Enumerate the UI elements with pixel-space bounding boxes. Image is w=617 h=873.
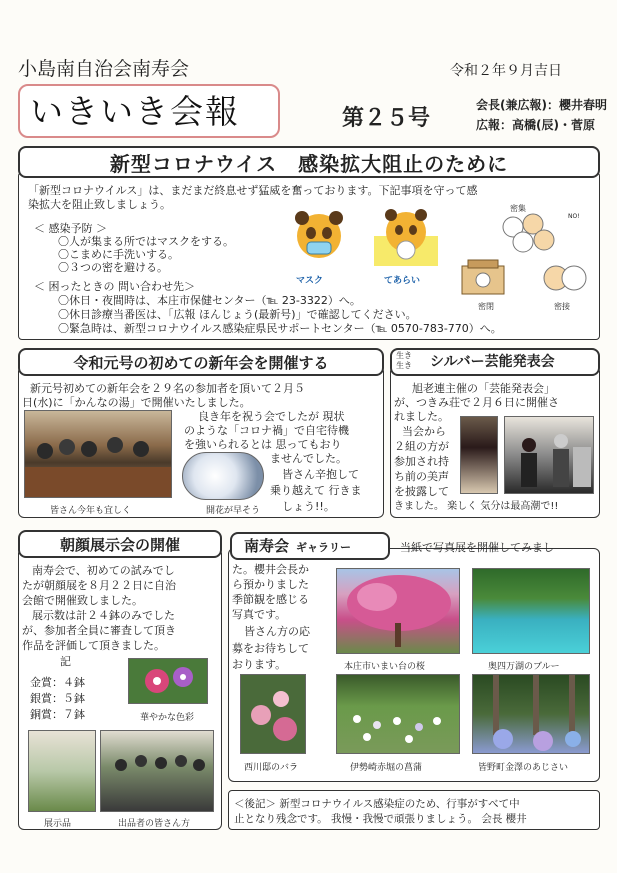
award-bronze: 銅賞：７鉢: [30, 708, 85, 721]
postscript-line-2: 止となり残念です。 我慢・我慢で頑張りましょう。 会長 櫻井: [234, 813, 527, 825]
newyear-title: 令和元号の初めての新年会を開催する: [18, 348, 384, 376]
contact-item: 〇緊急時は、新型コロナウイルス感染症県民サポートセンター（℡ 0570-783-770）へ。: [58, 322, 502, 335]
asagao-line: 作品を評価して頂きました。: [22, 639, 165, 652]
no-sign-label: NO!: [568, 213, 580, 220]
exhibitors-photo: [100, 730, 214, 812]
shima-lake-photo: [472, 568, 590, 654]
newyear-line: 日(水)に「かんなの湯」で開催いたしました。: [22, 396, 251, 409]
newyear-line: しょう!!。: [282, 500, 335, 513]
silver-line: きました。 楽しく 気分は最高潮で!!: [394, 501, 559, 512]
gallery-line: 写真です。: [232, 608, 287, 621]
asagao-title: 朝顔展示会の開催: [18, 530, 222, 558]
asagao-line: が、参加者全員に審査して頂き: [22, 624, 176, 637]
newyear-line: 良き年を祝う会でしたが 現状: [198, 410, 345, 423]
crowded-cats-illustration: [498, 212, 558, 256]
sakura-caption: 本庄市いまい台の桜: [344, 662, 426, 672]
postscript-line-1: ＜後記＞ 新型コロナウイルス感染症のため、行事がすべて中: [234, 798, 520, 810]
contact-item: 〇休日診療当番医は、「広報 ほんじょう(最新号)」で確認してください。: [58, 308, 417, 321]
morning-glory-caption: 華やかな色彩: [140, 713, 195, 723]
gallery-line: た。櫻井会長か: [232, 563, 309, 576]
silver-line: れました。: [394, 410, 449, 423]
corona-intro-1: 「新型コロナウイルス」は、まだまだ終息せず猛威を奮っております。下記事項を守って感: [28, 184, 478, 197]
prevention-item: 〇３つの密を避ける。: [58, 261, 168, 274]
handwash-panda-illustration: [370, 206, 442, 270]
issue-date: 令和２年９月吉日: [450, 63, 562, 79]
newyear-line: 新元号初めての新年会を２９名の参加者を頂いて２月５: [30, 382, 305, 395]
silver-line: を披露して: [394, 485, 449, 498]
silver-line: ち前の美声: [394, 470, 449, 483]
newyear-party-photo: [24, 410, 172, 498]
gallery-line: おります。: [232, 658, 287, 671]
gallery-line: 皆さん方の応: [244, 625, 310, 638]
gallery-line: 募をお待ちして: [232, 642, 309, 655]
issue-number: 第２５号: [342, 106, 431, 131]
early-bloom-caption: 開花が早そう: [206, 506, 261, 516]
newyear-line: ませんでした。: [270, 452, 347, 465]
morning-glory-photo: [128, 658, 208, 704]
singer-photo-2: [504, 416, 594, 494]
exhibit-caption: 展示品: [44, 819, 72, 829]
asagao-line: 会館で開催致しました。: [22, 594, 143, 607]
silver-title-small: 生き生き: [396, 351, 412, 370]
prevention-item: 〇人が集まる所ではマスクをする。: [58, 235, 234, 248]
close-contact-illustration: [540, 258, 590, 298]
prevention-heading: ＜ 感染予防 ＞: [34, 222, 107, 235]
hydrangea-photo: [472, 674, 590, 754]
newyear-line: を強いられるとは 思ってもおり: [184, 438, 342, 451]
prevention-item: 〇こまめに手洗いする。: [58, 248, 179, 261]
iris-caption: 伊勢崎赤堀の菖蒲: [350, 763, 423, 773]
rose-photo: [240, 674, 306, 754]
corona-intro-2: 染拡大を阻止致しましょう。: [28, 198, 171, 211]
silver-line: 参加され持: [394, 455, 449, 468]
newyear-line: 乗り越えて 行きま: [270, 484, 362, 497]
close-contact-label: 密接: [554, 302, 570, 311]
sakura-photo: [336, 568, 460, 654]
asagao-line: 展示数は計２４鉢のみでした: [32, 609, 175, 622]
gallery-line: 季節観を感じる: [232, 593, 309, 606]
contact-heading: ＜ 困ったときの 問い合わせ先＞: [34, 280, 195, 293]
exhibit-photo: [28, 730, 96, 812]
singer-photo-1: [460, 416, 498, 494]
closed-space-label: 密閉: [478, 302, 494, 311]
silver-title: シルバー芸能発表会: [430, 354, 555, 370]
silver-line: 旭老連主催の「芸能発表会」: [412, 382, 555, 395]
newyear-line: 皆さん辛抱して: [282, 468, 359, 481]
contact-item: 〇休日・夜間時は、本庄市保健センター（℡ 23-3322）へ。: [58, 294, 361, 307]
award-silver: 銀賞：５鉢: [30, 692, 85, 705]
gallery-note: 当紙で写真展を開催してみまし: [400, 541, 554, 554]
newyear-line: のような「コロナ禍」で自宅待機: [184, 424, 349, 437]
rose-caption: 西川邸のバラ: [244, 763, 299, 773]
corona-title: 新型コロナウイス 感染拡大阻止のために: [18, 146, 600, 178]
shima-lake-caption: 奥四万湖のブルー: [488, 662, 560, 672]
editor-staff: 広報：高橋(辰)・菅原: [476, 118, 595, 132]
silver-line: 当会から: [402, 425, 446, 438]
org-name: 小島南自治会南寿会: [18, 58, 190, 80]
handwash-label: てあらい: [384, 276, 421, 286]
silver-line: が、つきみ荘で２月６日に開催さ: [394, 396, 559, 409]
asagao-line: たが朝顔展を８月２２日に自治: [22, 579, 176, 592]
iris-photo: [336, 674, 460, 754]
asagao-line: 南寿会で、初めての試みでし: [32, 564, 175, 577]
gallery-title: 南寿会: [244, 537, 290, 555]
editor-chief: 会長(兼広報)：櫻井春明: [476, 98, 607, 112]
hydrangea-caption: 皆野町金澤のあじさい: [478, 763, 569, 773]
silver-line: ２組の方が: [394, 440, 449, 453]
gallery-title-small: ギャラリー: [296, 541, 351, 554]
asagao-ki: 記: [60, 655, 71, 668]
gallery-line: ら預かりました: [232, 578, 309, 591]
mask-panda-illustration: [284, 206, 354, 266]
mask-label: マスク: [296, 276, 324, 286]
award-gold: 金賞：４鉢: [30, 676, 85, 689]
exhibitors-caption: 出品者の皆さん方: [118, 819, 191, 829]
newyear-party-caption: 皆さん今年も宜しく: [50, 506, 132, 516]
newsletter-logo: いきいき会報: [30, 92, 240, 131]
early-bloom-photo: [182, 452, 264, 500]
closed-space-illustration: [458, 258, 508, 296]
crowded-label: 密集: [510, 204, 526, 213]
